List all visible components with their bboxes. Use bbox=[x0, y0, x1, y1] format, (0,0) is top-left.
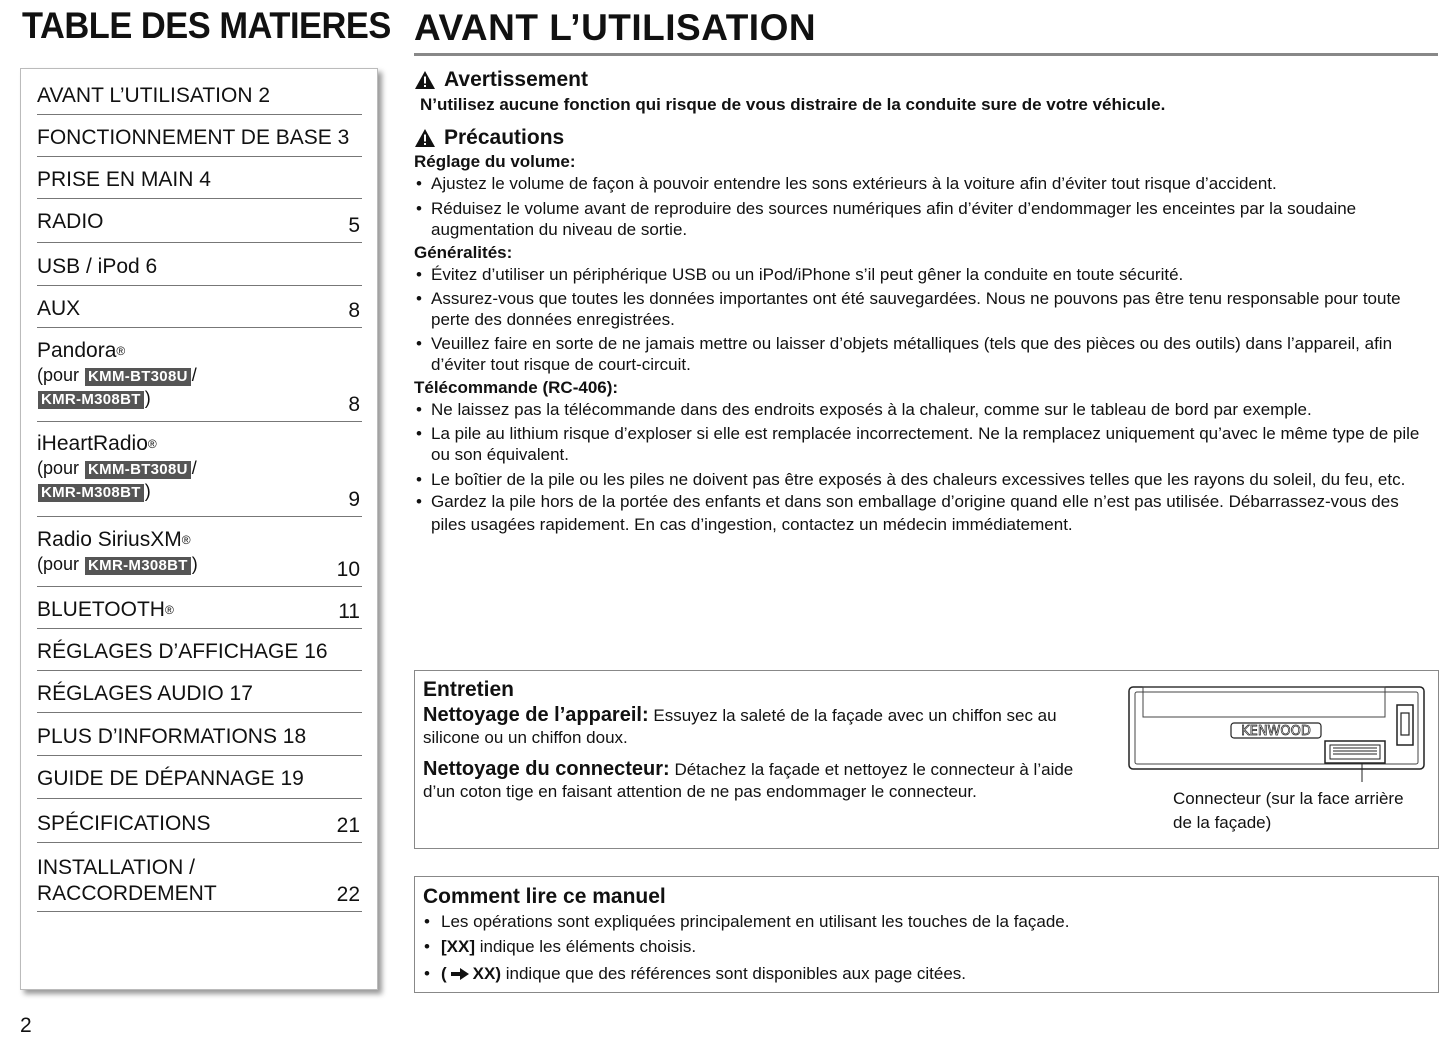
toc-item-label-line2: RACCORDEMENT bbox=[37, 882, 217, 905]
toc-item-fonctionnement[interactable] bbox=[37, 125, 362, 157]
pour-label: (pour bbox=[37, 365, 80, 385]
list-item: • Ne laissez pas la télécommande dans des endroits exposés à la chaleur, comme sur le tableau de bord par exemple. bbox=[416, 400, 1312, 419]
toc-item-page: 11 bbox=[338, 600, 360, 623]
toc-item-label: Radio SiriusXM bbox=[37, 528, 182, 551]
remote-subheading: Télécommande (RC-406): bbox=[414, 378, 619, 397]
list-item: • Veuillez faire en sorte de ne jamais mettre ou laisser d’objets métalliques (tels que des pièces ou des outils) dans l’appareil, afin d’éviter tout risque de court-circuit. bbox=[416, 334, 1393, 374]
toc-item-label: PRISE EN MAIN 4 bbox=[37, 168, 211, 191]
toc-item-usb-ipod[interactable] bbox=[37, 254, 362, 286]
toc-item-label: RÉGLAGES AUDIO 17 bbox=[37, 682, 253, 705]
registered-mark: ® bbox=[164, 603, 174, 617]
toc-item-page: 10 bbox=[336, 558, 360, 581]
toc-item-label: AUX bbox=[37, 297, 81, 320]
list-item: • Réduisez le volume avant de reproduire des sources numériques afin d’éviter d’endommager les enceintes par la soudaine augmentation du niveau de sortie. bbox=[416, 199, 1357, 239]
connector-cleaning-text: Nettoyage du connecteur: Détachez la façade et nettoyez le connecteur à l’aide d’un coton tige en faisant attention de ne pas endommager le connecteur. bbox=[423, 758, 1074, 801]
warning-heading bbox=[414, 68, 588, 92]
unit-cleaning-text: Nettoyage de l’appareil: Essuyez la saleté de la façade avec un chiffon sec au silicone ou un chiffon doux. bbox=[423, 704, 1057, 747]
pour-label: (pour bbox=[37, 458, 80, 478]
toc-item-page: 8 bbox=[348, 299, 360, 322]
arrow-right-icon bbox=[450, 968, 470, 980]
toc-item-label: Pandora bbox=[37, 339, 117, 362]
toc-item-label: GUIDE DE DÉPANNAGE 19 bbox=[37, 767, 304, 790]
toc-item-label: AVANT L’UTILISATION 2 bbox=[37, 84, 271, 107]
toc-item-label: PLUS D’INFORMATIONS 18 bbox=[37, 725, 307, 748]
toc-item-label: iHeartRadio bbox=[37, 432, 148, 455]
registered-mark: ® bbox=[181, 533, 191, 547]
toc-item-label: FONCTIONNEMENT DE BASE 3 bbox=[37, 126, 350, 149]
toc-item-page: 5 bbox=[348, 214, 360, 237]
list-item: • Les opérations sont expliquées principalement en utilisant les touches de la façade. bbox=[424, 912, 1070, 931]
maintenance-heading: Entretien bbox=[423, 678, 515, 701]
toc-item-depannage[interactable] bbox=[37, 766, 362, 799]
warning-text: N’utilisez aucune fonction qui risque de vous distraire de la conduite sure de votre véhicule. bbox=[420, 95, 1166, 114]
toc-item-installation[interactable] bbox=[37, 855, 362, 912]
list-item: • Ajustez le volume de façon à pouvoir entendre les sons extérieurs à la voiture afin d’éviter tout risque d’accident. bbox=[416, 174, 1277, 193]
model-badge: KMR-M308BT bbox=[38, 484, 144, 502]
model-badge: KMM-BT308U bbox=[85, 461, 191, 479]
toc-item-reglages-audio[interactable] bbox=[37, 681, 362, 713]
model-badge: KMR-M308BT bbox=[38, 391, 144, 409]
toc-item-plus-informations[interactable] bbox=[37, 724, 362, 756]
title-divider bbox=[414, 53, 1438, 56]
toc-item-radio[interactable] bbox=[37, 209, 362, 243]
toc-item-page: 22 bbox=[336, 883, 360, 906]
toc-item-label: RADIO bbox=[37, 210, 104, 233]
toc-item-label: RÉGLAGES D’AFFICHAGE 16 bbox=[37, 640, 328, 663]
toc-item-avant[interactable] bbox=[37, 83, 362, 115]
list-item: • La pile au lithium risque d’exploser si elle est remplacée incorrectement. Ne la remplacez uniquement qu’avec le même type de pile ou son équivalent. bbox=[416, 424, 1420, 464]
toc-item-label: BLUETOOTH bbox=[37, 598, 165, 621]
pour-label: (pour bbox=[37, 554, 80, 574]
toc-item-label: SPÉCIFICATIONS bbox=[37, 812, 211, 835]
registered-mark: ® bbox=[116, 344, 126, 358]
warning-icon bbox=[414, 128, 436, 148]
toc-item-label: INSTALLATION / bbox=[37, 856, 195, 879]
toc-item-siriusxm[interactable]: Radio SiriusXM® (pour KMR-M308BT ) 10 bbox=[37, 527, 362, 587]
brand-logo: KENWOOD bbox=[1241, 724, 1311, 739]
warning-title: Avertissement bbox=[444, 68, 588, 91]
maintenance-box bbox=[414, 670, 1439, 849]
toc-title: TABLE DES MATIERES bbox=[22, 5, 391, 46]
list-item: • Le boîtier de la pile ou les piles ne doivent pas être exposés à des chaleurs excessives telles que les rayons du soleil, du feu, etc. bbox=[416, 470, 1406, 489]
howto-heading: Comment lire ce manuel bbox=[423, 885, 666, 908]
warning-icon bbox=[414, 70, 436, 90]
toc-item-page: 21 bbox=[336, 814, 360, 837]
toc-item-specifications[interactable] bbox=[37, 811, 362, 843]
registered-mark: ® bbox=[147, 437, 157, 451]
toc-panel bbox=[20, 68, 378, 990]
code-xx: [XX] bbox=[441, 937, 475, 956]
volume-subheading: Réglage du volume: bbox=[414, 152, 576, 171]
model-badge: KMR-M308BT bbox=[85, 557, 191, 575]
toc-item-page: 8 bbox=[348, 393, 360, 416]
connector-caption: Connecteur (sur la face arrière de la façade) bbox=[1173, 789, 1404, 832]
list-item: • ( XX) indique que des références sont disponibles aux page citées. bbox=[424, 964, 967, 983]
page-number: 2 bbox=[20, 1014, 32, 1037]
toc-item-bluetooth[interactable] bbox=[37, 597, 362, 629]
list-item: • Assurez-vous que toutes les données importantes ont été sauvegardées. Nous ne pouvons pas être tenu responsable pour toute perte des données enregistrées. bbox=[416, 289, 1401, 329]
toc-item-aux[interactable] bbox=[37, 296, 362, 328]
model-badge: KMM-BT308U bbox=[85, 368, 191, 386]
toc-item-prise-en-main[interactable] bbox=[37, 167, 362, 199]
precautions-title: Précautions bbox=[444, 126, 565, 149]
list-item: • Gardez la pile hors de la portée des enfants et dans son emballage d’origine quand elle n’est pas utilisée. Débarrassez-vous des piles usagées rapidement. En cas d’ingestion, contactez un médecin immédiatement. bbox=[416, 492, 1399, 534]
toc-item-page: 9 bbox=[348, 488, 360, 511]
faceplate-illustration bbox=[1127, 683, 1427, 783]
toc-item-label: USB / iPod 6 bbox=[37, 255, 158, 278]
general-subheading: Généralités: bbox=[414, 243, 513, 262]
page-title: AVANT L’UTILISATION bbox=[414, 7, 817, 48]
precautions-heading bbox=[414, 126, 564, 150]
toc-item-pandora[interactable]: Pandora® (pour KMM-BT308U / KMR-M308BT ) 8 bbox=[37, 338, 362, 422]
list-item: • Évitez d’utiliser un périphérique USB ou un iPod/iPhone s’il peut gêner la conduite en toute sécurité. bbox=[416, 265, 1184, 284]
toc-item-reglages-affichage[interactable] bbox=[37, 639, 362, 671]
list-item: • [XX] indique les éléments choisis. bbox=[424, 937, 697, 956]
howto-box bbox=[414, 876, 1439, 993]
toc-item-iheartradio[interactable]: iHeartRadio® (pour KMM-BT308U / KMR-M308BT ) 9 bbox=[37, 431, 362, 517]
